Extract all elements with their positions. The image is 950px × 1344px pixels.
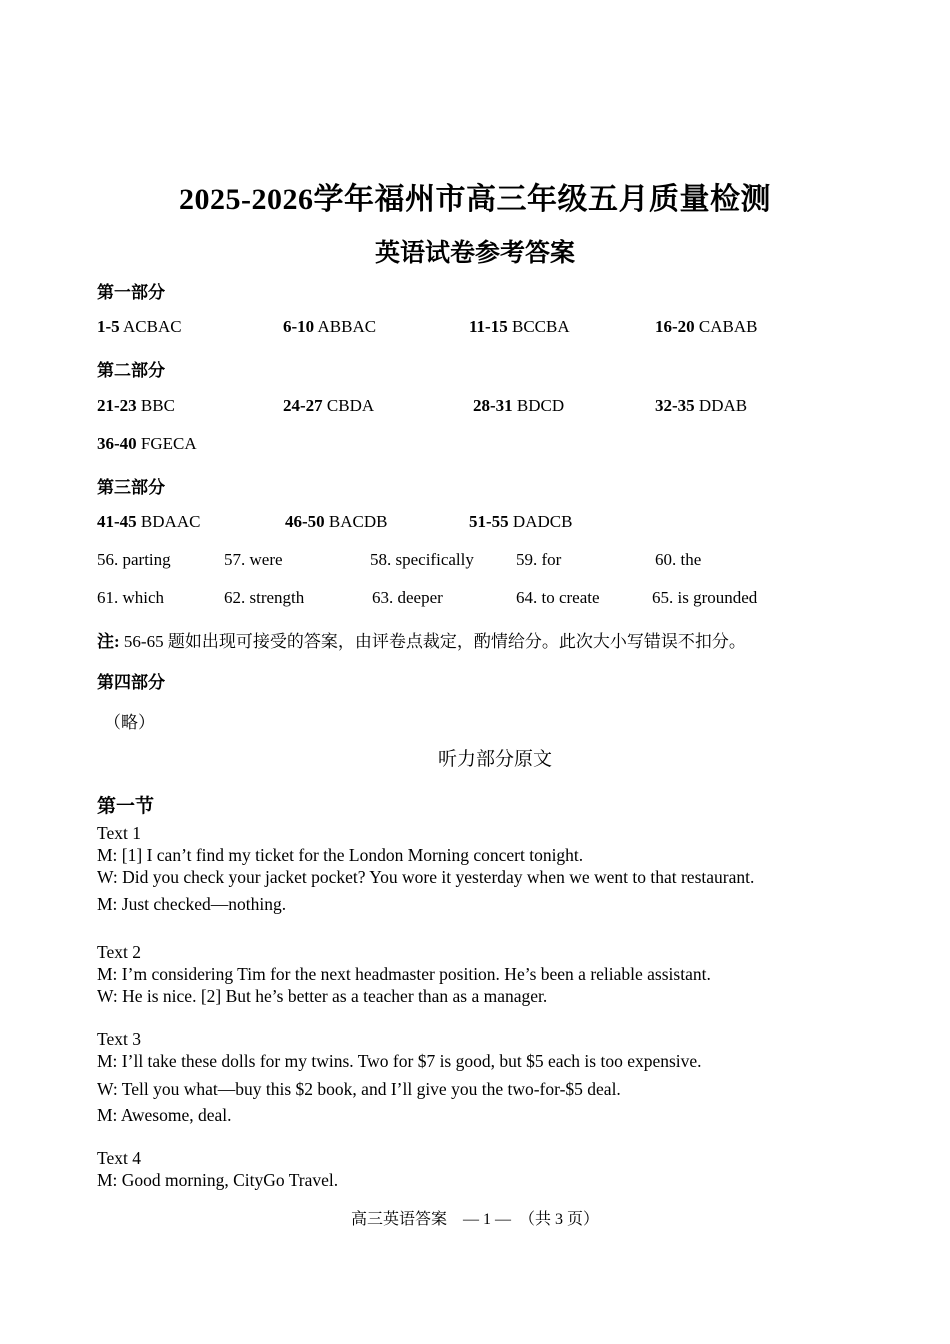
answer-key: BCCBA [511,317,570,336]
dialogue-line: M: I’ll take these dolls for my twins. Two for $7 is good, but $5 each is too expensive. [97,1051,702,1071]
answer-key: DDAB [698,396,748,415]
fill-answer: 59. for [516,550,562,569]
answer-range: 24-27 [283,396,323,415]
answer-group [469,317,570,337]
answer-key: BACDB [328,512,388,531]
dialogue-line: M: Good morning, CityGo Travel. [97,1170,339,1190]
answer-range: 11-15 [469,317,508,336]
part4-heading: 第四部分 [97,673,165,693]
dialogue-line: W: He is nice. [2] But he’s better as a teacher than as a manager. [97,986,548,1006]
answer-group [285,512,388,532]
answer-group [97,512,200,532]
answer-group [97,434,197,454]
answer-group [97,396,175,416]
answer-group [283,396,374,416]
answer-group [655,317,758,337]
answer-group [655,396,747,416]
answer-range: 36-40 [97,434,137,453]
fill-answer: 63. deeper [372,588,443,607]
dialogue-line: W: Did you check your jacket pocket? You wore it yesterday when we went to that restaurant. [97,867,755,887]
text-label: Text 3 [97,1029,141,1049]
answer-range: 28-31 [473,396,513,415]
text-label: Text 2 [97,942,141,962]
answer-group [283,317,376,337]
listening-section-heading: 第一节 [97,795,155,817]
fill-answer: 58. specifically [370,550,474,569]
answer-range: 16-20 [655,317,695,336]
text-label: Text 1 [97,823,141,843]
answer-key: CABAB [698,317,758,336]
page-footer: 高三英语答案 — 1 — （共 3 页） [350,1211,599,1228]
fill-answer: 56. parting [97,550,171,569]
answer-key: CBDA [326,396,375,415]
answer-group [473,396,564,416]
part3-heading: 第三部分 [97,478,165,498]
fill-answer: 61. which [97,588,165,607]
part4-omitted: （略） [104,713,155,733]
answer-range: 51-55 [469,512,509,531]
dialogue-line: M: [1] I can’t find my ticket for the London Morning concert tonight. [97,845,584,865]
fill-answer: 57. were [224,550,283,569]
grading-note [97,627,746,652]
listening-title: 听力部分原文 [437,748,552,770]
answer-key: BDCD [516,396,565,415]
fill-answer: 60. the [655,550,702,569]
answer-key: ACBAC [122,317,182,336]
dialogue-line: M: Just checked—nothing. [97,894,287,914]
answer-range: 46-50 [285,512,325,531]
dialogue-line: M: Awesome, deal. [97,1105,232,1125]
answer-range: 6-10 [283,317,315,336]
note-label: 注: [97,632,120,651]
answer-range: 21-23 [97,396,137,415]
answer-range: 1-5 [97,317,120,336]
fill-answer: 65. is grounded [652,588,758,607]
part2-heading: 第二部分 [97,361,165,381]
fill-answer: 62. strength [224,588,305,607]
answer-key: FGECA [140,434,197,453]
fill-answer: 64. to create [516,588,600,607]
answer-group [469,512,572,532]
text-label: Text 4 [97,1148,141,1168]
dialogue-line: W: Tell you what—buy this $2 book, and I’ll give you the two-for-$5 deal. [97,1079,621,1099]
note-text: 56-65 题如出现可接受的答案，由评卷点裁定，酌情给分。此次大小写错误不扣分。 [119,632,746,651]
answer-group [97,317,182,337]
document-subtitle: 英语试卷参考答案 [374,238,575,267]
part1-heading: 第一部分 [97,283,165,303]
answer-key: BBC [140,396,175,415]
answer-key: ABBAC [317,317,377,336]
answer-key: BDAAC [140,512,201,531]
answer-range: 41-45 [97,512,137,531]
dialogue-line: M: I’m considering Tim for the next headmaster position. He’s been a reliable assistant. [97,964,711,984]
document-title: 2025-2026学年福州市高三年级五月质量检测 [179,183,771,216]
answer-key: DADCB [512,512,573,531]
answer-range: 32-35 [655,396,695,415]
